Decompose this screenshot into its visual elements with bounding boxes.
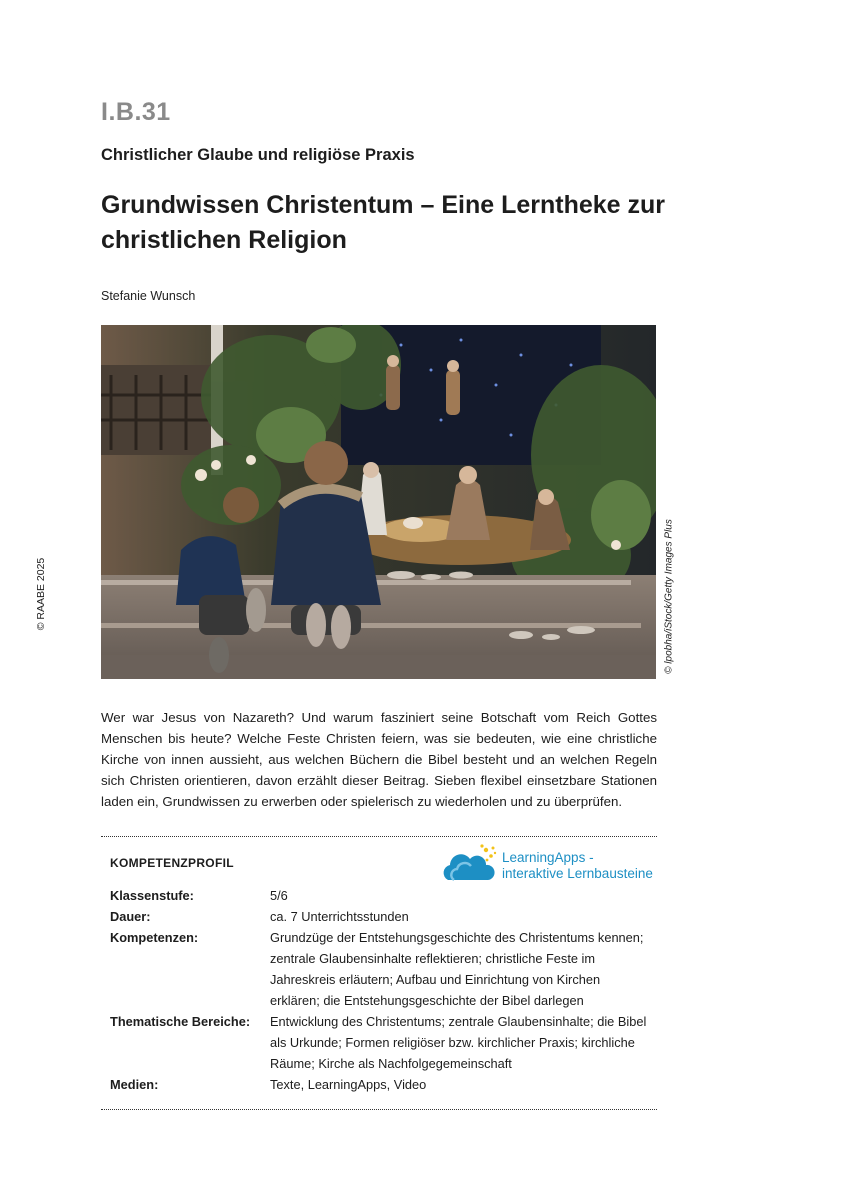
profile-value: Entwicklung des Christentums; zentrale Glaubensinhalte; die Bibel als Urkunde; Formen religiöser bzw. kirchlicher Praxis; kirchliche Räume; Kirche als Nachfolgegemeinschaft bbox=[270, 1014, 647, 1071]
profile-key: Dauer: bbox=[110, 909, 151, 924]
nativity-scene-illustration bbox=[101, 325, 656, 679]
profile-key: Thematische Bereiche: bbox=[110, 1014, 251, 1029]
series-kicker: Christlicher Glaube und religiöse Praxis bbox=[101, 146, 415, 164]
side-copyright bbox=[34, 556, 48, 636]
profile-value: 5/6 bbox=[270, 888, 288, 903]
profile-key: Klassenstufe: bbox=[110, 888, 194, 903]
document-code: I.B.31 bbox=[101, 98, 171, 126]
side-copyright-text: © RAABE 2025 bbox=[35, 557, 47, 631]
photo-credit bbox=[662, 516, 676, 680]
learningapps-logo[interactable] bbox=[440, 842, 660, 886]
profile-value: Texte, LearningApps, Video bbox=[270, 1077, 427, 1092]
profile-key: Medien: bbox=[110, 1077, 159, 1092]
profile-value: Grundzüge der Entstehungsgeschichte des Christentums kennen; zentrale Glaubensinhalte reflektieren; christliche Feste im Jahreskreis erläutern; Aufbau und Einrichtung von Kirchen erklären; die Entstehungsgeschichte der Bibel darlegen bbox=[270, 930, 644, 1008]
cloud-icon bbox=[440, 842, 500, 886]
author-name: Stefanie Wunsch bbox=[101, 289, 196, 303]
logo-line-1: LearningApps - bbox=[502, 850, 594, 865]
learningapps-logo-text bbox=[502, 850, 653, 882]
intro-paragraph: Wer war Jesus von Nazareth? Und warum fasziniert seine Botschaft vom Reich Gottes Menschen bis heute? Welche Feste Christen feiern, was sie bedeuten, wie eine christliche Kirche von innen aussieht, aus welchen Büchern die Bibel besteht und an welchen Regeln sich Christen orientieren, davon erzählt dieser Beitrag. Sieben flexibel einsetzbare Stationen laden ein, Grundwissen zu erwerben oder spielerisch zu wiederholen und zu überprüfen. bbox=[101, 710, 657, 809]
nativity-scene-photo bbox=[101, 325, 656, 679]
profile-value: ca. 7 Unterrichtsstunden bbox=[270, 909, 409, 924]
profile-top-divider bbox=[101, 836, 657, 837]
profile-bottom-divider bbox=[101, 1109, 657, 1110]
profile-heading: KOMPETENZPROFIL bbox=[110, 856, 234, 870]
logo-line-2: interaktive Lernbausteine bbox=[502, 866, 653, 881]
document-title: Grundwissen Christentum – Eine Lerntheke zur christlichen Religion bbox=[101, 191, 666, 254]
profile-key: Kompetenzen: bbox=[110, 930, 199, 945]
photo-credit-text: © lpobha/iStock/Getty Images Plus bbox=[663, 519, 675, 674]
